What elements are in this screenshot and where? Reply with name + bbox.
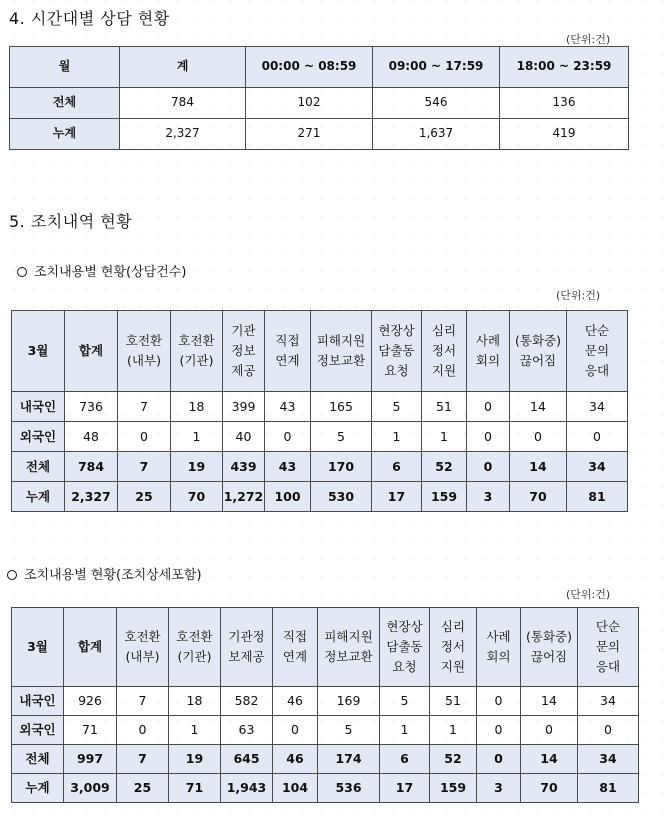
table-cell: 7 xyxy=(117,687,169,716)
table-cell: 51 xyxy=(430,687,477,716)
table-cell: 6 xyxy=(380,745,430,774)
table-cell: 926 xyxy=(64,687,117,716)
table-cell: 1 xyxy=(169,716,221,745)
sub2-title-row xyxy=(7,564,202,583)
table-cell: 165 xyxy=(311,392,372,422)
table-cell: 17 xyxy=(372,482,422,512)
table-cell: 439 xyxy=(223,452,265,482)
table-cell: 51 xyxy=(422,392,467,422)
time-table-header-row xyxy=(10,47,629,88)
table-cell: 530 xyxy=(311,482,372,512)
table-row xyxy=(12,774,639,803)
header-cell: 호전환 (기관) xyxy=(171,311,223,392)
header-cell: 합계 xyxy=(65,311,118,392)
table-cell: 170 xyxy=(311,452,372,482)
table-header-row xyxy=(12,608,639,687)
header-cell: 호전환 (기관) xyxy=(169,608,221,687)
table-cell: 1,637 xyxy=(373,119,500,150)
table-cell: 71 xyxy=(64,716,117,745)
table-cell: 81 xyxy=(578,774,639,803)
table-cell: 1,272 xyxy=(223,482,265,512)
circle-bullet-icon xyxy=(7,570,17,580)
action-table-detailed xyxy=(11,607,639,803)
table-cell: 18 xyxy=(169,687,221,716)
header-cell: 심리 정서 지원 xyxy=(422,311,467,392)
header-cell: 현장상 담출동 요청 xyxy=(380,608,430,687)
table-cell: 17 xyxy=(380,774,430,803)
header-cell: 사례 회의 xyxy=(477,608,521,687)
row-label: 내국인 xyxy=(12,392,65,422)
table-cell: 34 xyxy=(578,745,639,774)
row-label: 전체 xyxy=(12,452,65,482)
table-cell: 3 xyxy=(477,774,521,803)
table-cell: 0 xyxy=(477,745,521,774)
table-cell: 81 xyxy=(567,482,628,512)
table-cell: 7 xyxy=(118,392,171,422)
row-label: 전체 xyxy=(10,88,120,119)
header-cell: 기관 정보 제공 xyxy=(223,311,265,392)
table-cell: 784 xyxy=(65,452,118,482)
table-cell: 104 xyxy=(273,774,318,803)
table-cell: 784 xyxy=(120,88,246,119)
section4-title: 4. 시간대별 상담 현황 xyxy=(9,9,170,28)
sub1-title: 조치내용별 현황(상담건수) xyxy=(34,265,187,280)
header-cell: 피해지원 정보교환 xyxy=(318,608,380,687)
row-label: 누계 xyxy=(12,774,64,803)
table-cell: 0 xyxy=(118,422,171,452)
table-cell: 0 xyxy=(117,716,169,745)
header-cell: 합계 xyxy=(64,608,117,687)
row-label: 외국인 xyxy=(12,422,65,452)
table-cell: 0 xyxy=(467,392,510,422)
table-cell: 25 xyxy=(117,774,169,803)
table-cell: 2,327 xyxy=(120,119,246,150)
table-cell: 25 xyxy=(118,482,171,512)
table-cell: 14 xyxy=(521,687,578,716)
table-cell: 7 xyxy=(118,452,171,482)
table-cell: 5 xyxy=(372,392,422,422)
section4-unit: (단위:건) xyxy=(566,33,611,46)
table-cell: 536 xyxy=(318,774,380,803)
header-cell: 호전환 (내부) xyxy=(118,311,171,392)
table-row xyxy=(12,482,628,512)
table-cell: 0 xyxy=(521,716,578,745)
header-cell: 00:00 ~ 08:59 xyxy=(246,47,373,88)
table-row xyxy=(10,88,629,119)
table-cell: 419 xyxy=(500,119,629,150)
table-cell: 582 xyxy=(221,687,273,716)
table-cell: 18 xyxy=(171,392,223,422)
header-cell: (통화중) 끊어짐 xyxy=(510,311,567,392)
table-cell: 52 xyxy=(430,745,477,774)
table-cell: 0 xyxy=(510,422,567,452)
table-cell: 14 xyxy=(510,392,567,422)
table-cell: 3 xyxy=(467,482,510,512)
table-cell: 645 xyxy=(221,745,273,774)
table-cell: 52 xyxy=(422,452,467,482)
table-cell: 7 xyxy=(117,745,169,774)
table-cell: 0 xyxy=(578,716,639,745)
table-cell: 14 xyxy=(521,745,578,774)
table-cell: 63 xyxy=(221,716,273,745)
header-cell: 호전환 (내부) xyxy=(117,608,169,687)
header-cell: 18:00 ~ 23:59 xyxy=(500,47,629,88)
header-cell: 피해지원 정보교환 xyxy=(311,311,372,392)
header-cell: 월 xyxy=(10,47,120,88)
table-cell: 34 xyxy=(567,392,628,422)
header-cell: (통화중) 끊어짐 xyxy=(521,608,578,687)
table-cell: 174 xyxy=(318,745,380,774)
header-cell: 계 xyxy=(120,47,246,88)
row-label: 내국인 xyxy=(12,687,64,716)
table-cell: 46 xyxy=(273,687,318,716)
header-cell: 직접 연계 xyxy=(265,311,311,392)
table-cell: 1 xyxy=(380,716,430,745)
time-table xyxy=(9,46,629,150)
header-cell: 09:00 ~ 17:59 xyxy=(373,47,500,88)
row-label: 외국인 xyxy=(12,716,64,745)
table-cell: 0 xyxy=(467,452,510,482)
table-cell: 102 xyxy=(246,88,373,119)
header-cell: 직접 연계 xyxy=(273,608,318,687)
table-row xyxy=(12,687,639,716)
table-cell: 43 xyxy=(265,452,311,482)
header-cell: 심리 정서 지원 xyxy=(430,608,477,687)
table-row xyxy=(12,452,628,482)
table-cell: 0 xyxy=(265,422,311,452)
table-cell: 43 xyxy=(265,392,311,422)
table-cell: 70 xyxy=(521,774,578,803)
table-header-row xyxy=(12,311,628,392)
table-cell: 34 xyxy=(567,452,628,482)
table-cell: 159 xyxy=(430,774,477,803)
table-cell: 19 xyxy=(169,745,221,774)
table-cell: 70 xyxy=(510,482,567,512)
circle-bullet-icon xyxy=(17,267,27,277)
header-cell: 사례 회의 xyxy=(467,311,510,392)
table-cell: 169 xyxy=(318,687,380,716)
table-cell: 14 xyxy=(510,452,567,482)
section5-title: 5. 조치내역 현황 xyxy=(9,212,133,231)
table-cell: 136 xyxy=(500,88,629,119)
table-cell: 546 xyxy=(373,88,500,119)
table-cell: 1,943 xyxy=(221,774,273,803)
table-row xyxy=(10,119,629,150)
table-cell: 19 xyxy=(171,452,223,482)
row-label: 누계 xyxy=(10,119,120,150)
table-cell: 6 xyxy=(372,452,422,482)
table-cell: 100 xyxy=(265,482,311,512)
table-cell: 5 xyxy=(318,716,380,745)
header-cell: 단순 문의 응대 xyxy=(578,608,639,687)
table-row xyxy=(12,745,639,774)
table-cell: 0 xyxy=(567,422,628,452)
header-cell: 단순 문의 응대 xyxy=(567,311,628,392)
table-cell: 0 xyxy=(467,422,510,452)
table-cell: 70 xyxy=(171,482,223,512)
sub1-unit: (단위:건) xyxy=(556,289,601,302)
table-row xyxy=(12,422,628,452)
action-table-consultations xyxy=(11,310,628,512)
table-cell: 736 xyxy=(65,392,118,422)
table-cell: 46 xyxy=(273,745,318,774)
table-cell: 159 xyxy=(422,482,467,512)
table-cell: 40 xyxy=(223,422,265,452)
table-cell: 0 xyxy=(477,716,521,745)
sub1-title-row xyxy=(17,261,186,280)
table-cell: 997 xyxy=(64,745,117,774)
table-row xyxy=(12,716,639,745)
table-cell: 399 xyxy=(223,392,265,422)
table-cell: 1 xyxy=(430,716,477,745)
header-cell: 기관정 보제공 xyxy=(221,608,273,687)
table-cell: 2,327 xyxy=(65,482,118,512)
table-cell: 271 xyxy=(246,119,373,150)
row-label: 전체 xyxy=(12,745,64,774)
header-cell: 3월 xyxy=(12,311,65,392)
table-row xyxy=(12,392,628,422)
table-cell: 1 xyxy=(372,422,422,452)
table-cell: 1 xyxy=(171,422,223,452)
table-cell: 71 xyxy=(169,774,221,803)
header-cell: 현장상 담출동 요청 xyxy=(372,311,422,392)
table-cell: 0 xyxy=(477,687,521,716)
sub2-unit: (단위:건) xyxy=(566,588,611,601)
table-cell: 34 xyxy=(578,687,639,716)
header-cell: 3월 xyxy=(12,608,64,687)
table-cell: 5 xyxy=(380,687,430,716)
table-cell: 0 xyxy=(273,716,318,745)
table-cell: 5 xyxy=(311,422,372,452)
table-cell: 3,009 xyxy=(64,774,117,803)
table-cell: 48 xyxy=(65,422,118,452)
table-cell: 1 xyxy=(422,422,467,452)
row-label: 누계 xyxy=(12,482,65,512)
sub2-title: 조치내용별 현황(조치상세포함) xyxy=(24,568,202,583)
